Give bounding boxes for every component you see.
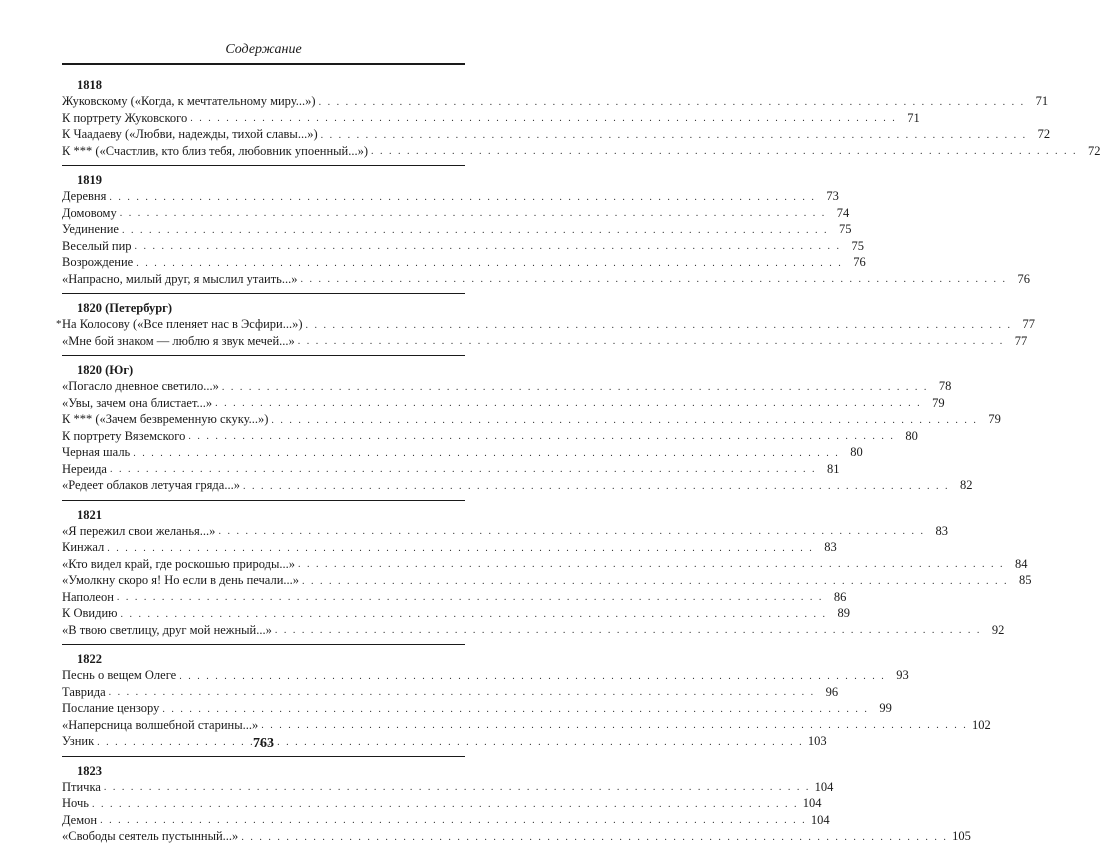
entry-title-wrap [62, 126, 318, 143]
toc-entry [62, 205, 850, 222]
entry-page-number: 96 [825, 684, 839, 699]
entry-title: «В твою светлицу, друг мой нежный...» [62, 622, 272, 637]
entry-title-wrap [62, 556, 295, 573]
entry-title: Птичка [62, 779, 101, 794]
entry-title-wrap [62, 143, 368, 160]
entry-title-wrap [62, 411, 268, 428]
entry-page-number: 93 [896, 668, 909, 682]
dot-leader [190, 112, 897, 126]
entry-title: На Колосову («Все пленяет нас в Эсфири...») [62, 317, 303, 331]
dot-leader [107, 542, 814, 556]
entry-title-wrap [62, 110, 187, 127]
dot-leader [120, 608, 827, 622]
toc-entry [62, 572, 1032, 589]
entry-page-number: 76 [1017, 271, 1031, 286]
entry-page-number: 82 [959, 478, 973, 492]
entry-title-wrap [62, 700, 159, 717]
entry-title: «Умолкну скоро я! Но если в день печали...» [62, 573, 300, 587]
entry-title-wrap [62, 238, 132, 255]
entry-title: «Погасло дневное светило...» [62, 379, 219, 393]
dot-leader [319, 96, 1026, 110]
entry-page-number: 79 [932, 395, 945, 410]
dot-leader [109, 191, 816, 205]
entry-title: Нереида [62, 461, 107, 476]
entry-title: Черная шаль [62, 445, 131, 459]
dot-leader [92, 798, 799, 812]
entry-title: Послание цензору [62, 701, 160, 715]
dot-leader [188, 430, 895, 444]
entry-page-number: 71 [1035, 94, 1049, 108]
entry-title-wrap [62, 254, 133, 271]
entry-title-wrap [62, 779, 101, 796]
toc-entry [62, 556, 1028, 573]
entry-title-wrap [62, 523, 215, 540]
entry-title-wrap [62, 684, 106, 701]
toc-entry [62, 605, 850, 622]
dot-leader [179, 670, 886, 684]
entry-title-wrap [56, 316, 303, 333]
entry-page-number: 74 [836, 205, 850, 220]
dot-leader [306, 319, 1013, 333]
entry-title: Узник [62, 734, 95, 748]
dot-leader [120, 207, 827, 221]
entry-title-wrap [62, 93, 316, 110]
toc-entry [62, 110, 920, 127]
entry-title: «Наперсница волшебной старины...» [62, 717, 259, 732]
entry-title: Домовому [62, 205, 117, 220]
entry-page-number: 89 [837, 606, 850, 620]
toc-entry [62, 395, 945, 412]
toc-entry [62, 188, 839, 205]
entry-title: «Свободы сеятель пустынный...» [62, 829, 239, 843]
entry-page-number: 75 [838, 222, 852, 236]
toc-entry [62, 254, 866, 271]
dot-leader [100, 814, 807, 828]
section-year-heading: 1823 [77, 763, 102, 778]
toc-section [62, 165, 1031, 293]
toc-entry [62, 684, 839, 701]
section-year-heading: 1820 (Петербург) [77, 301, 173, 315]
entry-page-number: 76 [853, 255, 866, 269]
entry-title-wrap [62, 205, 117, 222]
entry-title-wrap [62, 795, 89, 812]
entry-title: К портрету Жуковского [62, 110, 188, 125]
dot-leader [298, 558, 1005, 572]
toc-entry [62, 411, 1001, 428]
toc-entry [62, 667, 909, 684]
dot-leader [302, 575, 1009, 589]
entry-marker: * [56, 318, 62, 330]
toc-entry [62, 333, 1028, 350]
entry-title: Уединение [62, 222, 119, 236]
entry-page-number: 80 [905, 428, 918, 443]
dot-leader [135, 240, 842, 254]
entry-page-number: 83 [824, 540, 837, 554]
entry-title-wrap [62, 622, 272, 639]
entry-title: К Чаадаеву («Любви, надежды, тихой славы...») [62, 127, 318, 141]
dot-leader [222, 381, 929, 395]
entry-page-number: 84 [1014, 556, 1028, 571]
dot-leader [243, 480, 950, 494]
entry-page-number: 72 [1088, 143, 1101, 158]
toc-entry [62, 700, 892, 717]
toc-entry [62, 622, 1005, 639]
toc-section [56, 293, 1036, 355]
dot-leader [133, 447, 840, 461]
dot-leader [218, 525, 925, 539]
entry-title-wrap [62, 605, 117, 622]
entry-page-number: 71 [907, 110, 920, 125]
dot-leader [109, 686, 816, 700]
section-year-heading: 1821 [77, 507, 102, 522]
toc-entry [62, 271, 1031, 288]
toc-entry [62, 428, 918, 445]
entry-title: Ночь [62, 796, 89, 810]
toc-entry [62, 221, 852, 238]
dot-leader [298, 335, 1005, 349]
entry-page-number: 99 [879, 701, 892, 715]
dot-leader [275, 624, 982, 638]
entry-title: Кинжал [62, 540, 105, 554]
entry-title-wrap [62, 444, 130, 461]
dot-leader [215, 397, 922, 411]
dot-leader [122, 224, 829, 238]
entry-page-number: 92 [991, 622, 1005, 637]
entry-title: К портрету Вяземского [62, 428, 186, 443]
page-number: 763 [253, 736, 274, 751]
entry-page-number: 72 [1037, 127, 1051, 141]
entry-page-number: 102 [971, 717, 991, 732]
toc-entry [56, 316, 1036, 333]
entry-title: Песнь о вещем Олеге [62, 668, 177, 682]
entry-title: «Увы, зачем она блистает...» [62, 395, 213, 410]
entry-title: «Я пережил свои желанья...» [62, 523, 216, 538]
entry-title-wrap [62, 188, 106, 205]
entry-page-number: 105 [952, 829, 971, 843]
entry-title-wrap [62, 333, 295, 350]
table-of-contents [56, 71, 1101, 851]
entry-page-number: 104 [814, 779, 834, 794]
toc-section [62, 71, 1101, 165]
entry-title: Наполеон [62, 589, 114, 604]
toc-entry [62, 461, 840, 478]
dot-leader [110, 463, 817, 477]
toc-entry [62, 828, 971, 845]
entry-page-number: 86 [833, 589, 847, 604]
toc-entry [62, 717, 991, 734]
entry-page-number: 75 [851, 238, 865, 253]
entry-page-number: 77 [1022, 317, 1036, 331]
entry-title: К Овидию [62, 606, 118, 620]
toc-entry [62, 238, 865, 255]
entry-title: К *** («Зачем безвременную скуку...») [62, 412, 269, 426]
toc-entry [62, 779, 834, 796]
entry-title-wrap [62, 539, 104, 556]
toc-entry [62, 143, 1101, 160]
dot-leader [301, 273, 1008, 287]
toc-entry [62, 539, 837, 556]
dot-leader [104, 781, 811, 795]
running-head: Содержание [225, 42, 302, 57]
dot-leader [371, 145, 1078, 159]
section-year-heading: 1818 [77, 78, 102, 92]
entry-title-wrap [62, 477, 240, 494]
entry-page-number: 104 [810, 812, 830, 827]
entry-title: «Кто видел край, где роскошью природы...» [62, 556, 295, 571]
entry-title: К *** («Счастлив, кто близ тебя, любовник упоенный...») [62, 143, 369, 158]
toc-entry [62, 444, 863, 461]
entry-title-wrap [62, 271, 298, 288]
dot-leader [117, 591, 824, 605]
entry-page-number: 83 [935, 523, 948, 538]
entry-page-number: 79 [988, 412, 1001, 426]
entry-page-number: 81 [826, 461, 840, 476]
toc-entry [62, 126, 1051, 143]
dot-leader [241, 831, 948, 845]
entry-title-wrap [62, 461, 107, 478]
dot-leader [162, 703, 869, 717]
entry-title-wrap [62, 428, 185, 445]
dot-leader [136, 257, 843, 271]
toc-section [62, 355, 1001, 500]
entry-title: Демон [62, 812, 98, 827]
dot-leader [321, 129, 1028, 143]
entry-title-wrap [62, 589, 114, 606]
entry-title: «Напрасно, милый друг, я мыслил утаить...» [62, 271, 298, 286]
book-page [56, 0, 1101, 843]
toc-entry [62, 795, 822, 812]
entry-page-number: 73 [826, 189, 839, 203]
dot-leader [261, 719, 968, 733]
section-year-heading: 1822 [77, 652, 102, 666]
section-year-heading: 1820 (Юг) [77, 363, 134, 377]
entry-page-number: 77 [1014, 333, 1028, 348]
toc-section [62, 500, 1032, 645]
toc-entry [62, 477, 973, 494]
dot-leader [271, 414, 978, 428]
entry-page-number: 78 [938, 379, 952, 393]
entry-title-wrap [62, 395, 212, 412]
entry-title-wrap [62, 221, 119, 238]
entry-title: Возрождение [62, 255, 134, 269]
entry-title: Веселый пир [62, 238, 132, 253]
entry-title: «Мне бой знаком — люблю я звук мечей...» [62, 333, 295, 348]
entry-title-wrap [62, 828, 238, 845]
toc-entry [62, 378, 952, 395]
toc-entry [62, 93, 1049, 110]
entry-title: Жуковскому («Когда, к мечтательному миру...») [62, 94, 316, 108]
entry-title: «Редеет облаков летучая гряда...» [62, 478, 240, 492]
entry-title-wrap [62, 812, 97, 829]
toc-entry [62, 589, 847, 606]
entry-title-wrap [62, 572, 299, 589]
toc-entry [62, 523, 948, 540]
entry-title: Таврида [62, 684, 106, 699]
entry-page-number: 80 [850, 445, 863, 459]
toc-entry [62, 812, 830, 829]
toc-section [62, 756, 971, 851]
section-year-heading: 1819 [77, 173, 102, 187]
entry-title-wrap [62, 378, 219, 395]
entry-title: Деревня [62, 189, 107, 203]
header-rule [62, 63, 465, 65]
entry-page-number: 103 [807, 734, 827, 748]
entry-page-number: 85 [1019, 573, 1032, 587]
entry-title-wrap [62, 667, 176, 684]
entry-title-wrap [62, 717, 258, 734]
entry-page-number: 104 [802, 796, 822, 810]
